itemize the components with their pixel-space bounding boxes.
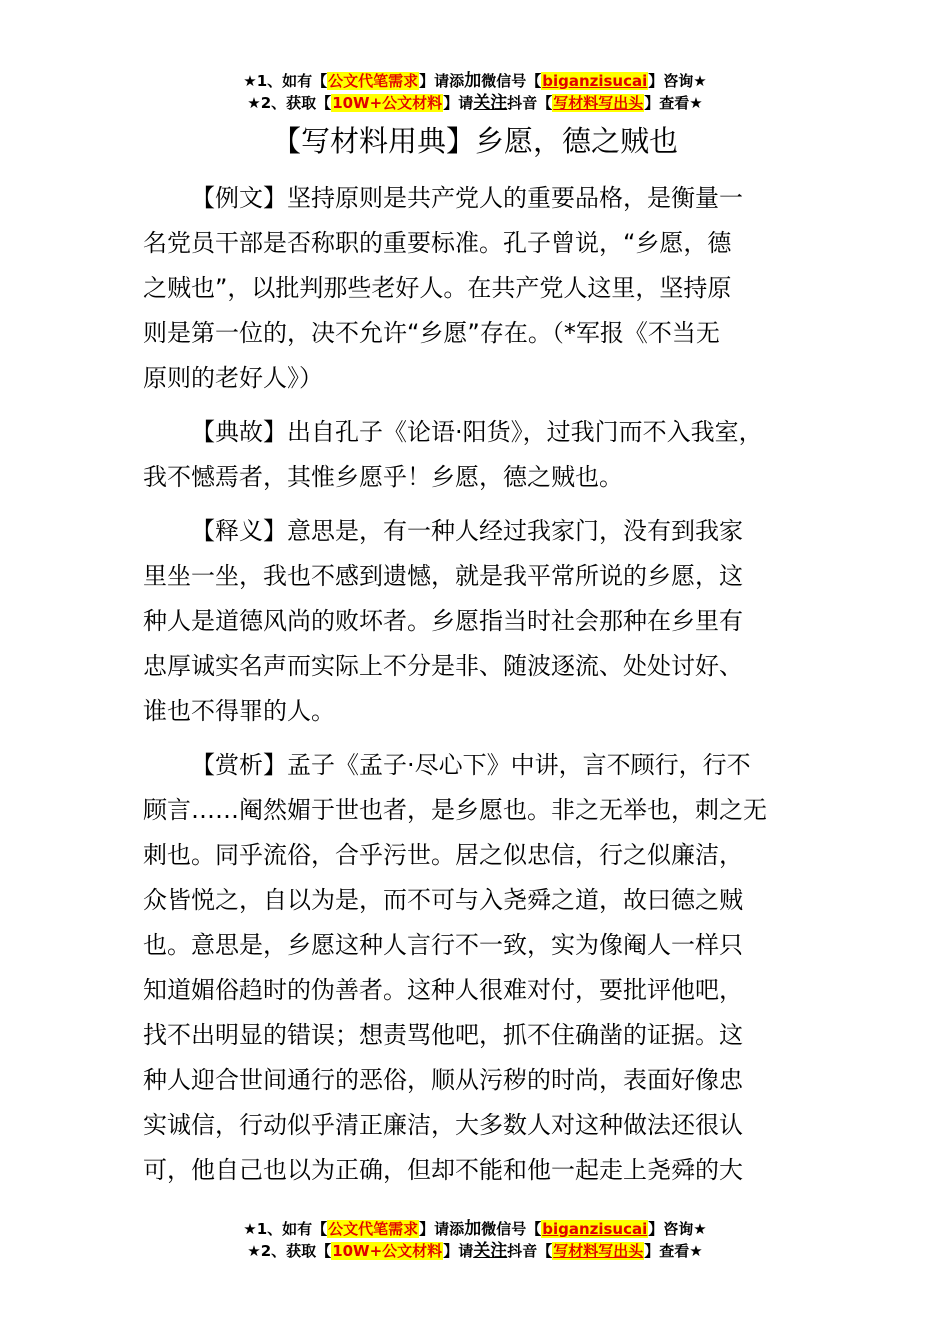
promo-text: ★1、如有【 (243, 72, 328, 90)
text-line: 里坐一坐，我也不感到遗憾，就是我平常所说的乡愿，这 (143, 562, 743, 590)
paragraph-example (143, 176, 823, 401)
text-line: 【典故】出自孔子《论语·阳货》，过我门而不入我室， (191, 418, 763, 446)
promo-text: 】请添 (419, 1220, 465, 1238)
text-line: 则是第一位的，决不允许“乡愿”存在。（*军报《不当无 (143, 319, 720, 347)
promo-text: 】查看★ (644, 94, 703, 112)
promo-line-1 (0, 70, 950, 92)
header-promo (0, 70, 950, 114)
text-line: 种人迎合世间通行的恶俗，顺从污秽的时尚，表面好像忠 (143, 1066, 743, 1094)
promo-wechat-id: biganzisucai (542, 72, 648, 90)
text-line: 谁也不得罪的人。 (143, 697, 335, 725)
promo-text: ★2、获取【 (247, 94, 332, 112)
promo-highlight: 10W+公文材料 (332, 1242, 443, 1260)
text-line: 之贼也”，以批判那些老好人。在共产党人这里，坚持原 (143, 274, 732, 302)
text-line: 【释义】意思是，有一种人经过我家门，没有到我家 (191, 517, 743, 545)
promo-text: 】请 (443, 1242, 474, 1260)
text-line: 刺也。同乎流俗，合乎污世。居之似忠信，行之似廉洁， (143, 841, 743, 869)
text-line: 我不憾焉者，其惟乡愿乎！乡愿，德之贼也。 (143, 463, 623, 491)
footer-promo (0, 1218, 950, 1262)
promo-wechat-id: biganzisucai (542, 1220, 648, 1238)
text-line: 原则的老好人》） (143, 364, 323, 392)
promo-douyin-name: 写材料写出头 (553, 1242, 644, 1260)
text-line: 顾言……阉然媚于世也者，是乡愿也。非之无举也，刺之无 (143, 796, 767, 824)
text-line: 【赏析】孟子《孟子·尽心下》中讲，言不顾行，行不 (191, 751, 751, 779)
text-line: 找不出明显的错误；想责骂他吧，抓不住确凿的证据。这 (143, 1021, 743, 1049)
promo-text: 抖音【 (507, 1242, 553, 1260)
promo-text: 】请添 (419, 72, 465, 90)
article-body (143, 176, 823, 1202)
page-title: 【写材料用典】乡愿，德之贼也 (271, 124, 678, 158)
promo-text: 】查看★ (644, 1242, 703, 1260)
text-line: 忠厚诚实名声而实际上不分是非、随波逐流、处处讨好、 (143, 652, 743, 680)
paragraph-meaning (143, 509, 823, 734)
text-line: 名党员干部是否称职的重要标准。孔子曾说，“乡愿，德 (143, 229, 732, 257)
promo-text: 微信号【 (481, 72, 542, 90)
promo-line-2 (0, 1240, 950, 1262)
text-line: 也。意思是，乡愿这种人言行不一致，实为像阉人一样只 (143, 931, 743, 959)
promo-text: 抖音【 (507, 94, 553, 112)
promo-text: ★2、获取【 (247, 1242, 332, 1260)
text-line: 知道媚俗趋时的伪善者。这种人很难对付，要批评他吧， (143, 976, 743, 1004)
promo-text: 关注 (473, 93, 508, 113)
text-line: 种人是道德风尚的败坏者。乡愿指当时社会那种在乡里有 (143, 607, 743, 635)
text-line: 可，他自己也以为正确，但却不能和他一起走上尧舜的大 (143, 1156, 743, 1184)
promo-text: 微信号【 (481, 1220, 542, 1238)
promo-text: 加 (464, 71, 482, 91)
text-line: 【例文】坚持原则是共产党人的重要品格，是衡量一 (191, 184, 743, 212)
promo-line-1 (0, 1218, 950, 1240)
promo-highlight: 公文代笔需求 (328, 72, 419, 90)
promo-text: 】咨询★ (648, 1220, 707, 1238)
promo-douyin-name: 写材料写出头 (553, 94, 644, 112)
promo-text: 加 (464, 1219, 482, 1239)
promo-highlight: 10W+公文材料 (332, 94, 443, 112)
text-line: 众皆悦之，自以为是，而不可与入尧舜之道，故曰德之贼 (143, 886, 743, 914)
promo-text: ★1、如有【 (243, 1220, 328, 1238)
promo-text: 】请 (443, 94, 474, 112)
paragraph-allusion (143, 410, 823, 500)
promo-text: 】咨询★ (648, 72, 707, 90)
paragraph-analysis (143, 743, 823, 1193)
text-line: 实诚信，行动似乎清正廉洁，大多数人对这种做法还很认 (143, 1111, 743, 1139)
promo-line-2 (0, 92, 950, 114)
promo-text: 关注 (473, 1241, 508, 1261)
promo-highlight: 公文代笔需求 (328, 1220, 419, 1238)
